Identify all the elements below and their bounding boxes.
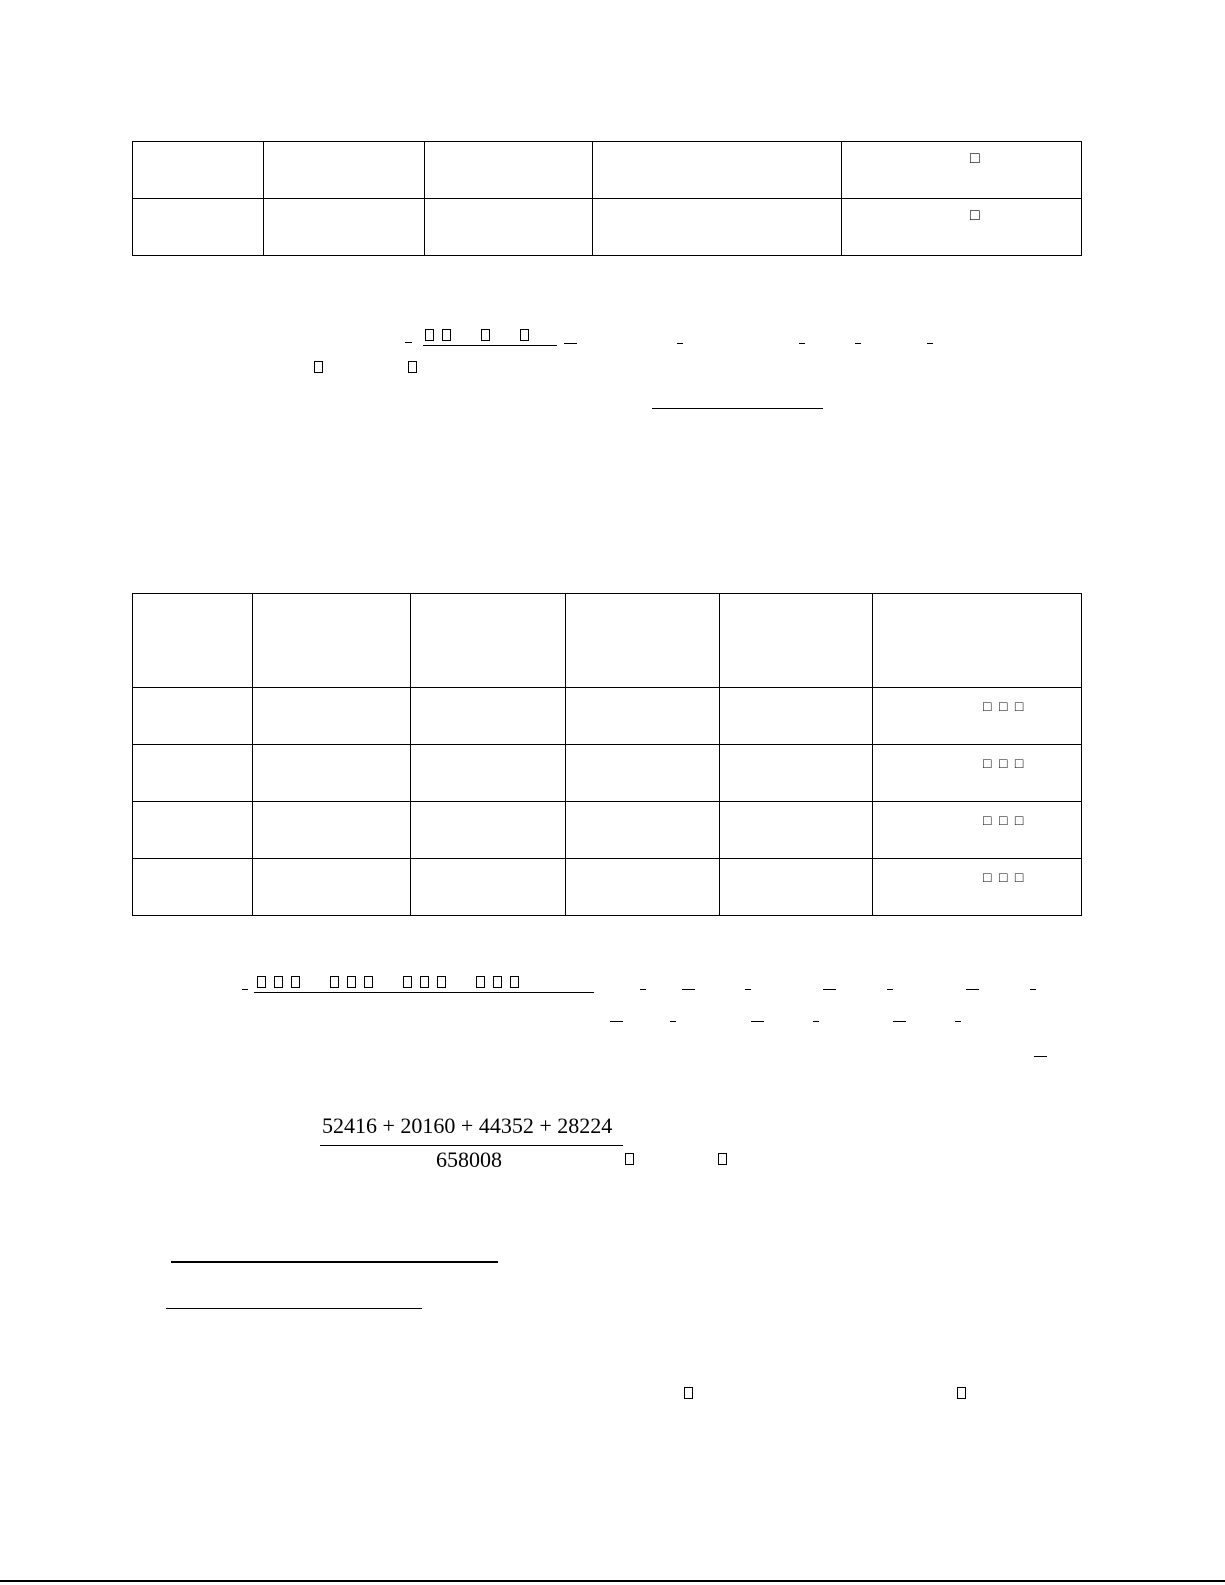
table-row bbox=[133, 802, 1082, 859]
cell-marks: □ □ □ bbox=[983, 757, 1026, 772]
table-header-row bbox=[133, 594, 1082, 688]
glyph bbox=[684, 1387, 693, 1399]
cell-mark: □ bbox=[970, 150, 980, 167]
cell-marks: □ □ □ bbox=[983, 871, 1026, 886]
table-row bbox=[133, 199, 1082, 256]
table-1 bbox=[132, 141, 1082, 256]
table-row bbox=[133, 745, 1082, 802]
fraction-denominator: 658008 bbox=[436, 1147, 502, 1172]
glyph bbox=[957, 1387, 966, 1399]
cell-marks: □ □ □ bbox=[983, 700, 1026, 715]
cell-marks: □ □ □ bbox=[983, 814, 1026, 829]
table-row bbox=[133, 142, 1082, 199]
cell-mark: □ bbox=[970, 207, 980, 224]
glyph-group bbox=[257, 973, 519, 991]
fraction-numerator: 52416 + 20160 + 44352 + 28224 bbox=[322, 1113, 613, 1138]
table-2 bbox=[132, 593, 1082, 916]
underline-rule bbox=[166, 1308, 422, 1309]
divider-rule bbox=[171, 1261, 498, 1263]
table-row bbox=[133, 859, 1082, 916]
table-row bbox=[133, 688, 1082, 745]
glyph-group bbox=[425, 326, 529, 344]
page-bottom-border bbox=[0, 1580, 1225, 1582]
